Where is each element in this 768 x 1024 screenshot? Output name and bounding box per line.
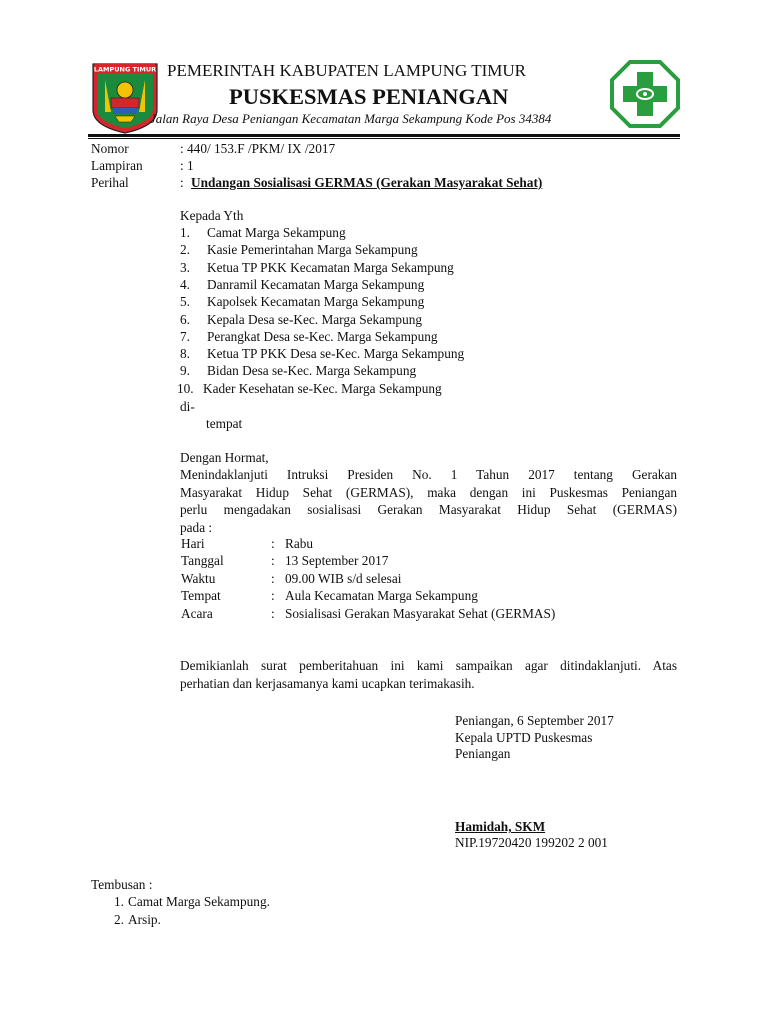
detail-label: Acara xyxy=(181,605,213,621)
recipient-item: Danramil Kecamatan Marga Sekampung xyxy=(207,276,425,292)
detail-value: Sosialisasi Gerakan Masyarakat Sehat (GERMAS) xyxy=(285,605,556,621)
detail-label: Hari xyxy=(181,536,205,551)
detail-value: 13 September 2017 xyxy=(285,553,389,569)
salutation: Dengan Hormat, xyxy=(180,450,269,465)
recipient-item: Kasie Pemerintahan Marga Sekampung xyxy=(207,242,418,258)
closing-line: Demikianlah surat pemberitahuan ini kami sampaikan agar ditindaklanjuti. Atas xyxy=(180,658,677,673)
puskesmas-cross-icon xyxy=(610,60,680,128)
recipient-number: 7. xyxy=(180,328,190,344)
recipient-number: 2. xyxy=(180,242,190,258)
signature-name: Hamidah, SKM xyxy=(455,819,546,834)
recipients-greeting: Kepada Yth xyxy=(180,208,244,223)
detail-colon: : xyxy=(271,588,275,604)
signature-title-line2: Peniangan xyxy=(455,746,511,761)
recipient-number: 9. xyxy=(180,363,190,379)
recipient-item: Kader Kesehatan se-Kec. Marga Sekampung xyxy=(203,380,442,396)
detail-label: Tanggal xyxy=(181,553,224,569)
recipient-item: Kapolsek Kecamatan Marga Sekampung xyxy=(207,294,425,310)
recipient-number: 3. xyxy=(180,259,190,275)
recipient-number: 8. xyxy=(180,346,190,362)
detail-colon: : xyxy=(271,570,275,586)
detail-value: 09.00 WIB s/d selesai xyxy=(285,570,402,586)
intro-line: pada : xyxy=(180,519,213,535)
institution-name: PUSKESMAS PENIANGAN xyxy=(229,84,509,109)
signature-place-date: Peniangan, 6 September 2017 xyxy=(455,713,614,728)
lampiran-label: Lampiran xyxy=(91,158,143,173)
intro-line: Menindaklanjuti Intruksi Presiden No. 1 Tahun 2017 tentang Gerakan xyxy=(180,467,677,482)
detail-value: Aula Kecamatan Marga Sekampung xyxy=(285,588,478,604)
recipient-number: 4. xyxy=(180,276,190,292)
detail-colon: : xyxy=(271,553,275,569)
recipient-number: 5. xyxy=(180,294,190,310)
nomor-label: Nomor xyxy=(91,141,129,156)
perihal-colon: : xyxy=(180,175,184,190)
recipient-item: Ketua TP PKK Desa se-Kec. Marga Sekampung xyxy=(207,346,465,362)
recipient-item: Kepala Desa se-Kec. Marga Sekampung xyxy=(207,311,423,327)
recipient-item: Perangkat Desa se-Kec. Marga Sekampung xyxy=(207,328,438,344)
tembusan-number: 1. xyxy=(114,894,124,909)
detail-label: Waktu xyxy=(181,570,216,586)
nomor-value: : 440/ 153.F /PKM/ IX /2017 xyxy=(180,141,336,156)
tembusan-item: Camat Marga Sekampung. xyxy=(128,894,270,909)
detail-colon: : xyxy=(271,605,275,621)
detail-value: Rabu xyxy=(285,536,314,551)
header-rule-thin xyxy=(88,138,680,139)
intro-line: Masyarakat Hidup Sehat (GERMAS), maka dengan ini Puskesmas Peniangan xyxy=(180,484,677,500)
recipient-number: 10. xyxy=(177,380,194,396)
recipients-di: di- xyxy=(180,399,195,414)
crest-text: LAMPUNG TIMUR xyxy=(93,65,157,74)
signature-title-line1: Kepala UPTD Puskesmas xyxy=(455,730,593,745)
detail-colon: : xyxy=(271,536,275,551)
government-name: PEMERINTAH KABUPATEN LAMPUNG TIMUR xyxy=(167,61,526,80)
institution-address: Jalan Raya Desa Peniangan Kecamatan Marga Sekampung Kode Pos 34384 xyxy=(150,111,552,126)
intro-paragraph xyxy=(180,466,677,536)
recipient-item: Ketua TP PKK Kecamatan Marga Sekampung xyxy=(207,259,454,275)
tembusan-item: Arsip. xyxy=(128,912,161,927)
intro-line: perlu mengadakan sosialisasi Gerakan Masyarakat Hidup Sehat (GERMAS) xyxy=(180,502,677,517)
detail-label: Tempat xyxy=(181,588,221,604)
recipient-item: Camat Marga Sekampung xyxy=(207,225,346,240)
header-rule-thick xyxy=(88,134,680,137)
recipient-item: Bidan Desa se-Kec. Marga Sekampung xyxy=(207,363,417,379)
closing-line: perhatian dan kerjasamanya kami ucapkan terimakasih. xyxy=(180,675,475,691)
tembusan-label: Tembusan : xyxy=(91,877,153,892)
closing-paragraph xyxy=(180,657,677,692)
perihal-value: Undangan Sosialisasi GERMAS (Gerakan Masyarakat Sehat) xyxy=(191,175,543,190)
perihal-label: Perihal xyxy=(91,175,129,190)
recipients-tempat: tempat xyxy=(206,416,243,431)
regency-crest-icon xyxy=(91,60,159,134)
tembusan-number: 2. xyxy=(114,912,124,927)
lampiran-value: : 1 xyxy=(180,158,194,173)
recipient-number: 6. xyxy=(180,311,190,327)
signature-nip: NIP.19720420 199202 2 001 xyxy=(455,835,608,850)
recipient-number: 1. xyxy=(180,225,190,240)
